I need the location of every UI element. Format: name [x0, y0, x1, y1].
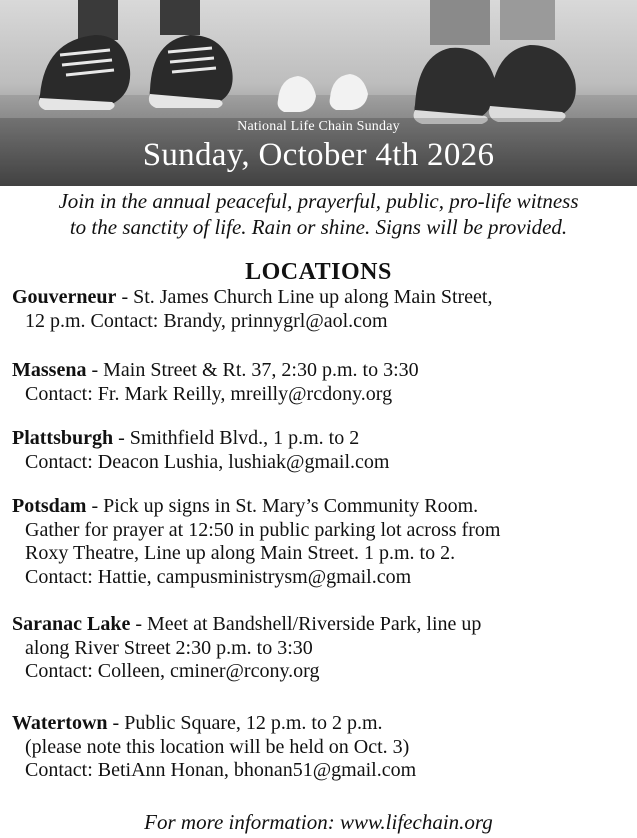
intro-line: to the sanctity of life. Rain or shine. Signs will be provided. — [69, 215, 568, 239]
location-name: Massena — [12, 359, 87, 381]
location-saranac-lake — [12, 613, 632, 684]
location-potsdam — [12, 495, 632, 589]
event-date-title: Sunday, October 4th 2026 — [142, 137, 495, 173]
location-line: along River Street 2:30 p.m. to 3:30 — [25, 636, 313, 659]
location-line: (please note this location will be held on Oct. 3) — [25, 735, 410, 758]
location-details: - Smithfield Blvd., 1 p.m. to 2 — [113, 427, 360, 449]
footer-more-info: For more information: www.lifechain.org — [144, 810, 493, 834]
location-massena — [12, 359, 632, 406]
intro-line: Join in the annual peaceful, prayerful, public, pro-life witness — [58, 189, 579, 213]
location-line: 12 p.m. Contact: Brandy, prinnygrl@aol.com — [25, 309, 388, 332]
banner-subtitle: National Life Chain Sunday — [237, 119, 400, 134]
location-details: - Pick up signs in St. Mary’s Community Room. — [86, 495, 479, 517]
banner-photo — [0, 0, 637, 186]
locations-heading: LOCATIONS — [245, 259, 392, 285]
location-name: Saranac Lake — [12, 613, 131, 635]
location-plattsburgh — [12, 427, 632, 474]
location-line: Contact: Hattie, campusministrysm@gmail.com — [25, 565, 412, 588]
location-line: Contact: BetiAnn Honan, bhonan51@gmail.com — [25, 759, 417, 781]
location-details: - St. James Church Line up along Main Street, — [116, 286, 493, 308]
location-line: Contact: Fr. Mark Reilly, mreilly@rcdony.org — [25, 382, 393, 405]
intro-text — [0, 188, 637, 240]
location-name: Plattsburgh — [12, 427, 114, 449]
location-line: Gather for prayer at 12:50 in public parking lot across from — [25, 518, 501, 541]
location-details: - Main Street & Rt. 37, 2:30 p.m. to 3:30 — [86, 359, 419, 381]
location-details: - Public Square, 12 p.m. to 2 p.m. — [107, 712, 383, 734]
location-name: Gouverneur — [12, 286, 117, 308]
location-watertown — [12, 712, 632, 783]
location-line: Contact: Deacon Lushia, lushiak@gmail.com — [25, 450, 390, 473]
location-line: Contact: Colleen, cminer@rcony.org — [25, 660, 320, 682]
location-name: Potsdam — [12, 495, 87, 517]
location-gouverneur — [12, 286, 632, 333]
location-line: Roxy Theatre, Line up along Main Street. 1 p.m. to 2. — [25, 542, 456, 564]
location-name: Watertown — [12, 712, 108, 734]
location-details: - Meet at Bandshell/Riverside Park, line up — [130, 613, 482, 635]
